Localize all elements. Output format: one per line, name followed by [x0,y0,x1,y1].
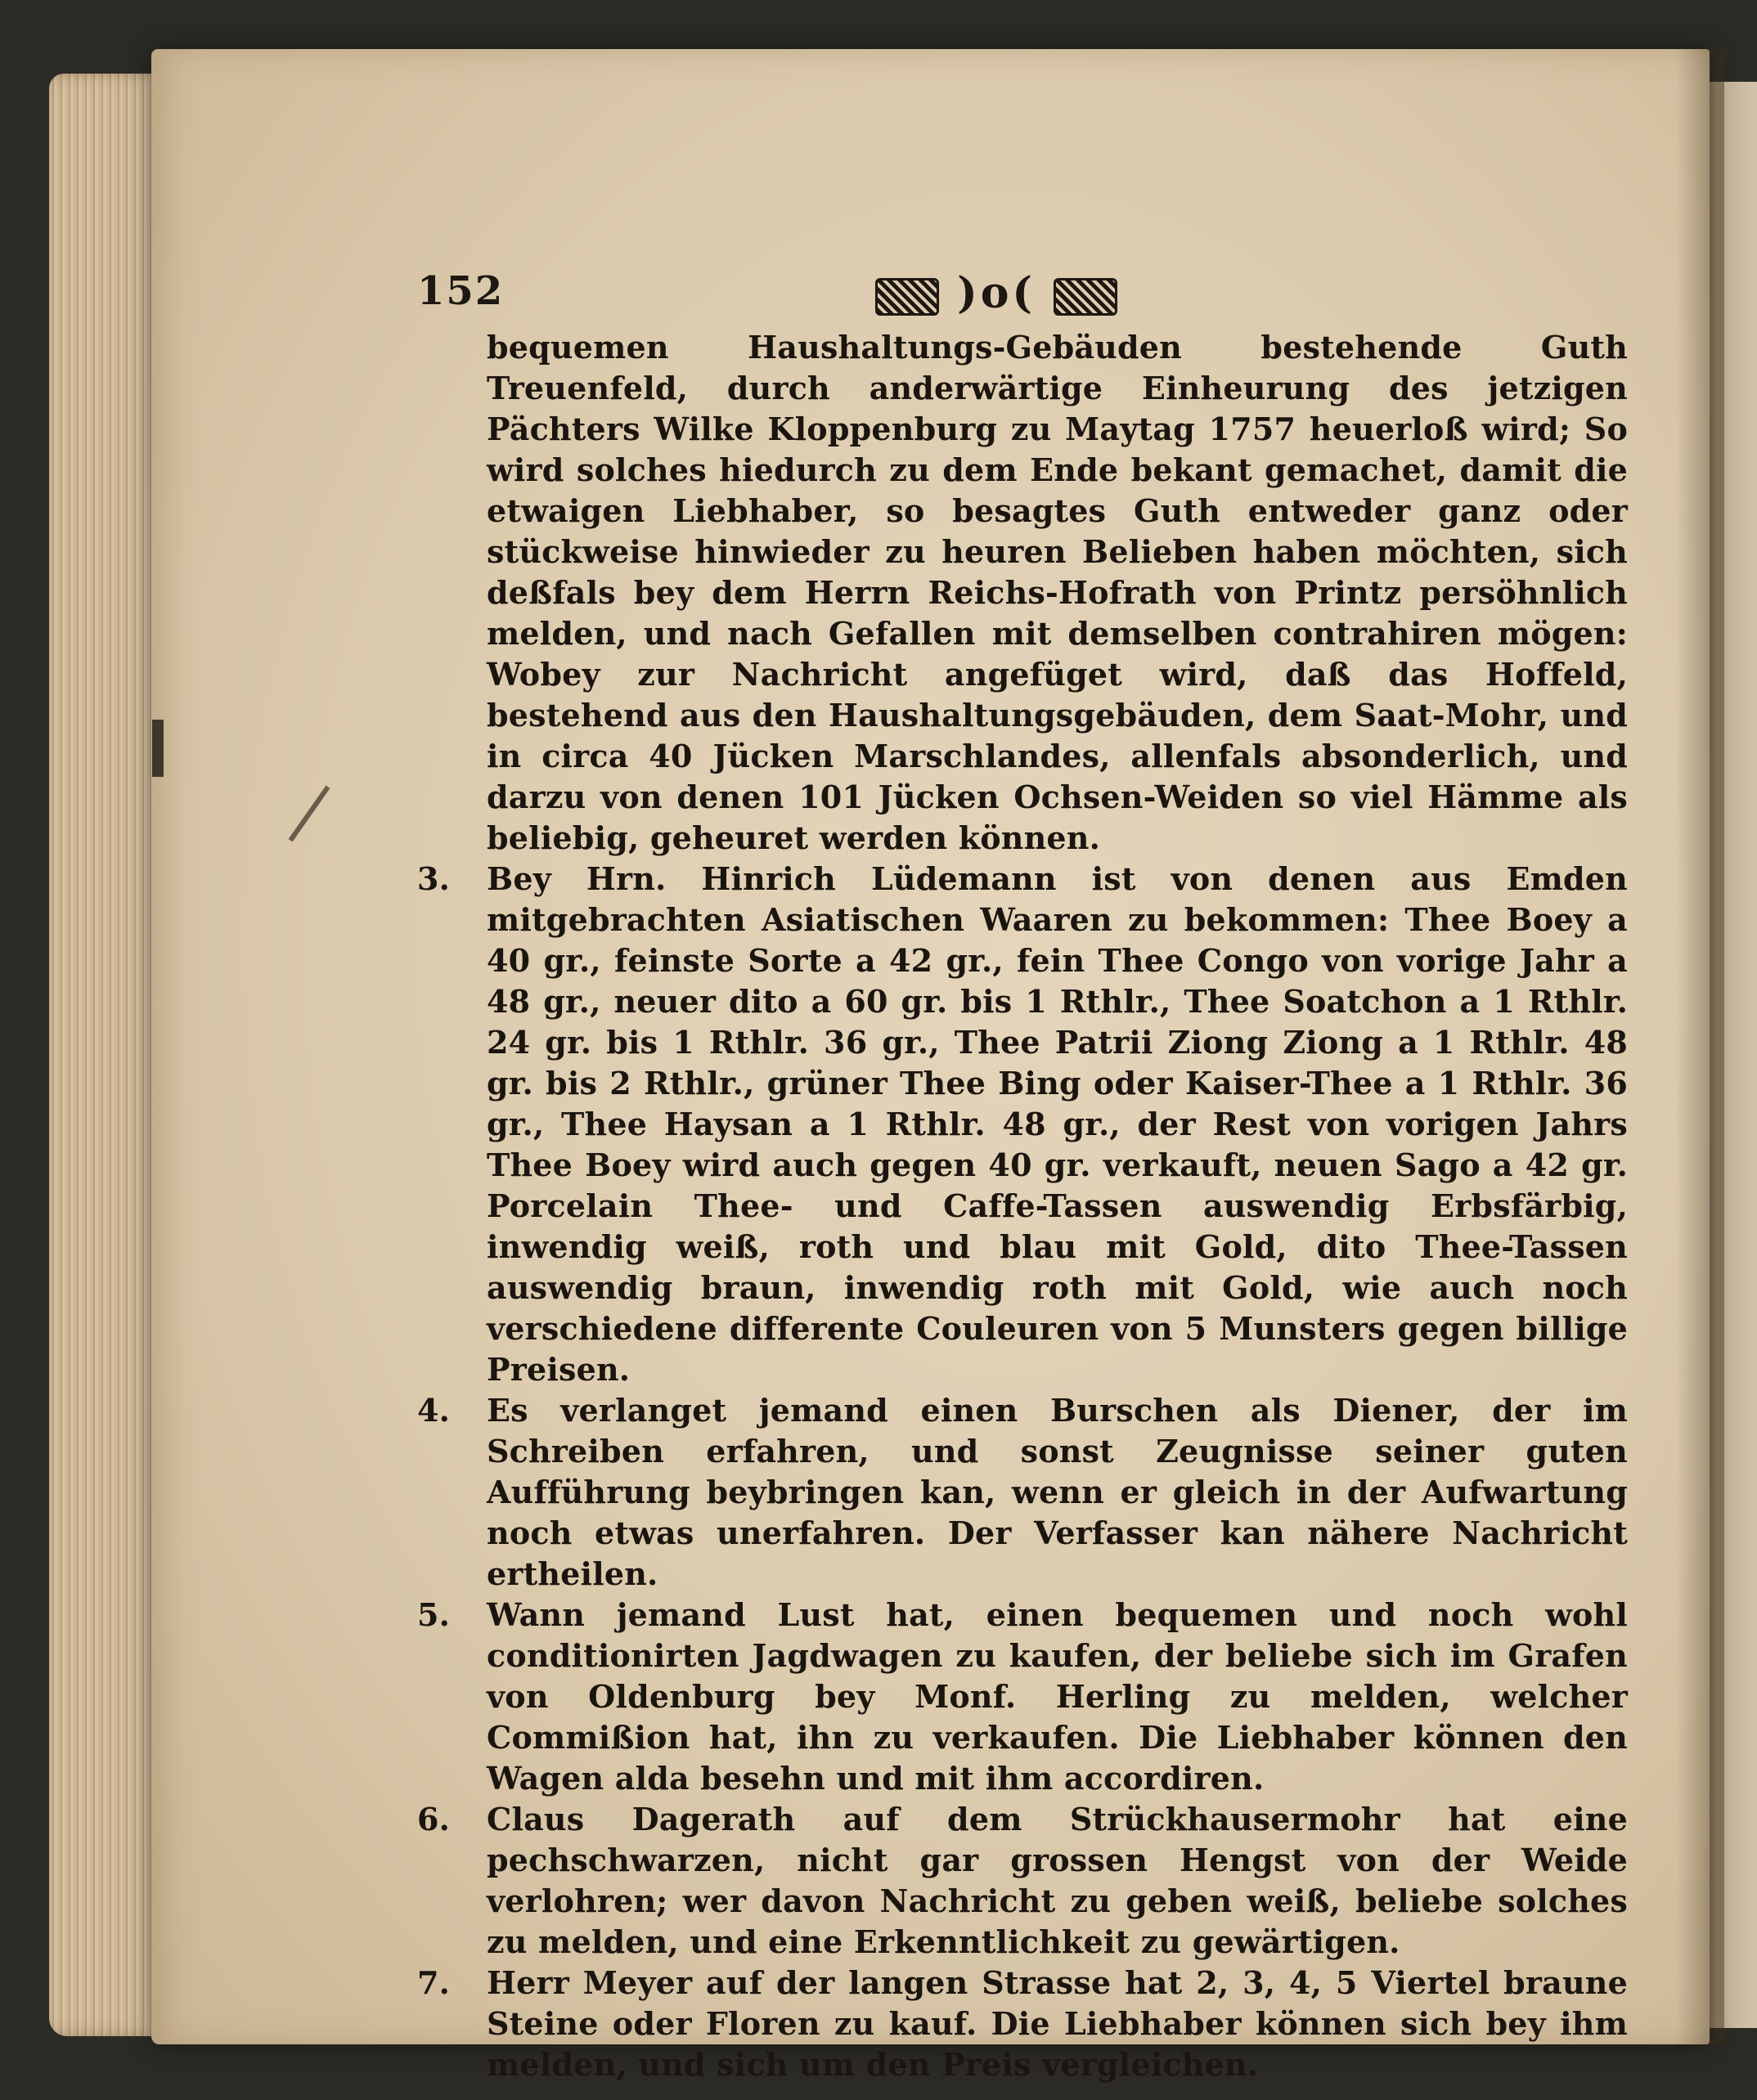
item-text: Es verlanget jemand einen Burschen als Diener, der im Schreiben erfahren, und sonst Zeugnisse seiner guten Aufführung beybringen kan, wenn er gleich in der Aufwartung noch etwas unerfahren. Der Verfasser kan nähere Nachricht ertheilen. [487,1392,1628,1592]
item-text: Wann jemand Lust hat, einen bequemen und noch wohl conditionirten Jagdwagen zu kaufen, der beliebe sich im Grafen von Oldenburg bey Monf. Herling zu melden, welcher Commißion hat, ihn zu verkaufen. Die Liebhaber können den Wagen alda besehn und mit ihm accordiren. [487,1596,1628,1797]
page-body [417,327,1628,2085]
ornament-paren-left: ) [957,268,981,318]
item-number: 4. [417,1392,451,1429]
item-text: Bey Hrn. Hinrich Lüdemann ist von denen aus Emden mitgebrachten Asiatischen Waaren zu bekommen: Thee Boey a 40 gr., feinste Sorte a 42 gr., fein Thee Congo von vorige Jahr a 48 gr., neuer dito a 60 gr. bis 1 Rthlr., Thee Soatchon a 1 Rthlr. 24 gr. bis 1 Rthlr. 36 gr., Thee Patrii Ziong Ziong a 1 Rthlr. 48 gr. bis 2 Rthlr., grüner Thee Bing oder Kaiser-Thee a 1 Rthlr. 36 gr., Thee Haysan a 1 Rthlr. 48 gr., der Rest von vorigen Jahrs Thee Boey wird auch gegen 40 gr. verkauft, neuen Sago a 42 gr. Porcelain Thee- und Caffe-Tassen auswendig Erbsfärbig, inwendig weiß, roth und blau mit Gold, dito Thee-Tassen auswendig braun, inwendig roth mit Gold, wie auch noch verschiedene differente Couleuren von 5 Munsters gegen billige Preisen. [487,860,1628,1388]
margin-mark [152,720,164,777]
item-text: Herr Meyer auf der langen Strasse hat 2, 3, 4, 5 Viertel braune Steine oder Floren zu kauf. Die Liebhaber können sich bey ihm melden, und sich um den Preis vergleichen. [487,1964,1628,2083]
header-ornament [875,268,1117,318]
item-number: 5. [417,1596,451,1633]
list-item-4 [417,1390,1628,1595]
list-item-5 [417,1595,1628,1799]
ornament-paren-right: ( [1012,268,1036,318]
item-number: 3. [417,860,451,897]
list-item-6 [417,1799,1628,1963]
item-number: 6. [417,1801,451,1838]
item-text: Claus Dagerath auf dem Strückhausermohr hat eine pechschwarzen, nicht gar grossen Hengst von der Weide verlohren; wer davon Nachricht zu geben weiß, beliebe solches zu melden, und eine Erkenntlichkeit zu gewärtigen. [487,1801,1628,1960]
intro-paragraph: bequemen Haushaltungs-Gebäuden bestehende Guth Treuenfeld, durch anderwärtige Einheurung des jetzigen Pächters Wilke Kloppenburg zu Maytag 1757 heuerloß wird; So wird solches hiedurch zu dem Ende bekant gemachet, damit die etwaigen Liebhaber, so besagtes Guth entweder ganz oder stückweise hinwieder zu heuren Belieben haben möchten, sich deßfals bey dem Herrn Reichs-Hofrath von Printz persöhnlich melden, und nach Gefallen mit demselben contrahiren mögen: Wobey zur Nachricht angefüget wird, daß das Hoffeld, bestehend aus den Haushaltungsgebäuden, dem Saat-Mohr, und in circa 40 Jücken Marschlandes, allenfals absonderlich, und darzu von denen 101 Jücken Ochsen-Weiden so viel Hämme als beliebig, geheuret werden können. [487,329,1628,856]
item-number: 7. [417,1964,451,2001]
ornament-left-icon [875,278,939,316]
ornament-right-icon [1054,278,1117,316]
list-item-3 [417,859,1628,1390]
list-item-7 [417,1963,1628,2085]
page-number: 152 [417,268,505,314]
ornament-center: o [980,268,1013,318]
page-gutter-shadow [1675,49,1724,2044]
page-header [417,268,1235,334]
